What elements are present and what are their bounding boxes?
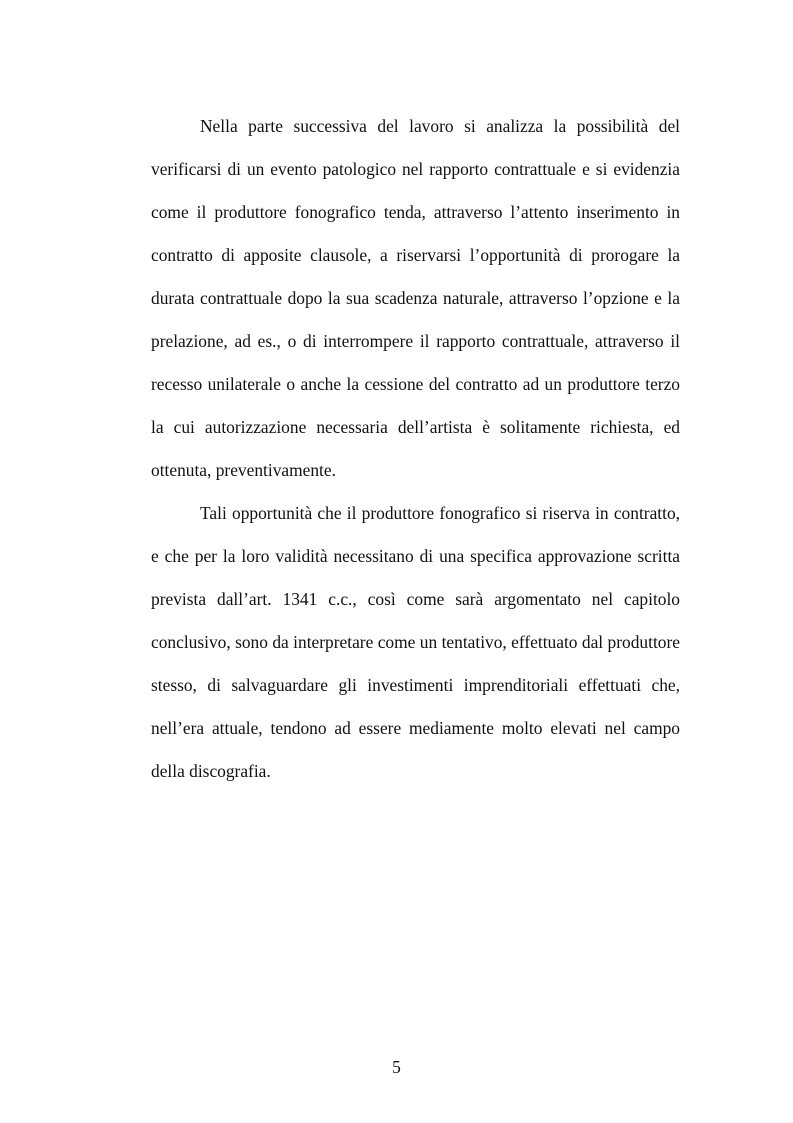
page-number: 5 bbox=[392, 1057, 401, 1077]
paragraph-1: Nella parte successiva del lavoro si analizza la possibilità del verificarsi di un evento patologico nel rapporto contrattuale e si evidenzia come il produttore fonografico tenda, attraverso l’attento inserimento in contratto di apposite clausole, a riservarsi l’opportunità di prorogare la durata contrattuale dopo la sua scadenza naturale, attraverso l’opzione e la prelazione, ad es., o di interrompere il rapporto contrattuale, attraverso il recesso unilaterale o anche la cessione del contratto ad un produttore terzo la cui autorizzazione necessaria dell’artista è solitamente richiesta, ed ottenuta, preventivamente. bbox=[151, 116, 680, 480]
paragraph-2: Tali opportunità che il produttore fonografico si riserva in contratto, e che per la loro validità necessitano di una specifica approvazione scritta prevista dall’art. 1341 c.c., così come sarà argomentato nel capitolo conclusivo, sono da interpretare come un tentativo, effettuato dal produttore stesso, di salvaguardare gli investimenti imprenditoriali effettuati che, nell’era attuale, tendono ad essere mediamente molto elevati nel campo della discografia. bbox=[151, 503, 680, 781]
text-body bbox=[151, 105, 680, 793]
